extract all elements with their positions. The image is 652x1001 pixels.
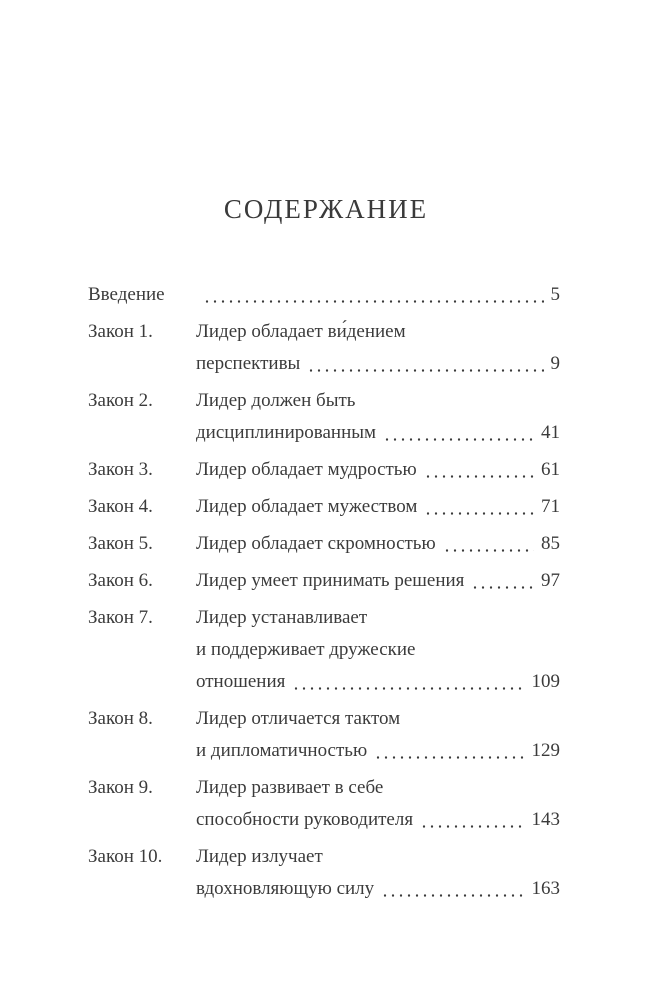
toc-entry-line [196, 602, 560, 634]
toc-entry-label: Введение [88, 284, 165, 305]
toc-page-number: 71 [541, 496, 560, 517]
toc-entry-label: Закон 3. [88, 459, 153, 480]
toc-entry [88, 385, 560, 449]
toc-entry-title [196, 528, 560, 560]
toc-entry-line [196, 417, 560, 449]
toc-page-number: 163 [531, 878, 560, 899]
toc-entry-text: Лидер обладает ви́дением [196, 321, 406, 342]
toc-entry-line [196, 804, 560, 836]
toc-entry [88, 316, 560, 380]
toc-entry-label: Закон 9. [88, 777, 153, 798]
toc-entry-line [196, 385, 560, 417]
toc-entry-label: Закон 1. [88, 321, 153, 342]
toc-entry [88, 602, 560, 698]
page-title: СОДЕРЖАНИЕ [223, 194, 429, 224]
toc-entry-label: Закон 10. [88, 846, 163, 867]
dot-leader [381, 894, 524, 897]
toc-entry-title [196, 602, 560, 698]
toc-entry-text: Лидер обладает мужеством [196, 496, 418, 517]
dot-leader [292, 687, 524, 690]
dot-leader [203, 300, 544, 303]
toc-entry-line [196, 634, 560, 666]
toc-entry-title [196, 841, 560, 905]
toc-entry-text: Лидер обладает скромностью [196, 533, 436, 554]
toc-entry-line [196, 841, 560, 873]
toc-entry-line [196, 565, 560, 597]
toc-entry-text: Лидер обладает мудростью [196, 459, 417, 480]
dot-leader [307, 369, 543, 372]
toc-entry-text: и поддерживает дружеские [196, 639, 416, 660]
toc-entry-text: Лидер устанавливает [196, 607, 368, 628]
toc-page-number: 9 [550, 353, 560, 374]
toc-page-number: 41 [541, 422, 560, 443]
dot-leader [424, 475, 534, 478]
toc-entry-text: Лидер развивает в себе [196, 777, 384, 798]
toc-entry-text: отношения [196, 671, 286, 692]
toc-entry-label: Закон 4. [88, 496, 153, 517]
toc-page-number: 61 [541, 459, 560, 480]
toc-entry-title [196, 316, 560, 380]
toc-entry-title [196, 491, 560, 523]
toc-entry-label: Закон 5. [88, 533, 153, 554]
dot-leader [420, 825, 524, 828]
dot-leader [374, 756, 524, 759]
toc-entry-line [196, 454, 560, 486]
toc-page-number: 129 [531, 740, 560, 761]
toc-entry [88, 454, 560, 486]
toc-entry-text: Лидер должен быть [196, 390, 356, 411]
toc-entry-line [196, 735, 560, 767]
toc-entry [88, 528, 560, 560]
dot-leader [443, 549, 534, 552]
toc-entry-line [196, 279, 560, 311]
toc-page-number: 109 [531, 671, 560, 692]
toc-entry-text: Лидер отличается тактом [196, 708, 401, 729]
toc-entry-text: Лидер умеет принимать решения [196, 570, 465, 591]
toc-page-number: 143 [531, 809, 560, 830]
toc-entry [88, 279, 560, 311]
toc-entry-line [196, 873, 560, 905]
toc-entry-line [196, 772, 560, 804]
toc-entry-text: способности руководителя [196, 809, 414, 830]
dot-leader [424, 512, 534, 515]
toc-entry-text: вдохновляющую силу [196, 878, 375, 899]
toc-entry [88, 491, 560, 523]
toc-entry-label: Закон 7. [88, 607, 153, 628]
toc-entry-text: дисциплинированным [196, 422, 377, 443]
toc-entry [88, 703, 560, 767]
toc-list [88, 279, 560, 905]
toc-entry [88, 841, 560, 905]
toc-entry-line [196, 316, 560, 348]
toc-entry-title [196, 565, 560, 597]
toc-entry-title [196, 385, 560, 449]
toc-entry-text: и дипломатичностью [196, 740, 368, 761]
toc-entry-line [196, 666, 560, 698]
toc-entry-line [196, 348, 560, 380]
toc-entry-label: Закон 6. [88, 570, 153, 591]
toc-entry-label: Закон 2. [88, 390, 153, 411]
toc-entry-title [196, 772, 560, 836]
toc-entry-text: Лидер излучает [196, 846, 323, 867]
toc-entry [88, 565, 560, 597]
toc-entry-line [196, 528, 560, 560]
toc-page-number: 85 [541, 533, 560, 554]
toc-entry-line [196, 491, 560, 523]
toc-entry-label: Закон 8. [88, 708, 153, 729]
toc-entry-title [196, 454, 560, 486]
toc-entry [88, 772, 560, 836]
dot-leader [471, 586, 534, 589]
toc-page-number: 97 [541, 570, 560, 591]
toc-entry-title [196, 703, 560, 767]
toc-entry-title [196, 279, 560, 311]
toc-entry-text: перспективы [196, 353, 301, 374]
toc-entry-line [196, 703, 560, 735]
dot-leader [383, 438, 534, 441]
toc-page-number: 5 [550, 284, 560, 305]
